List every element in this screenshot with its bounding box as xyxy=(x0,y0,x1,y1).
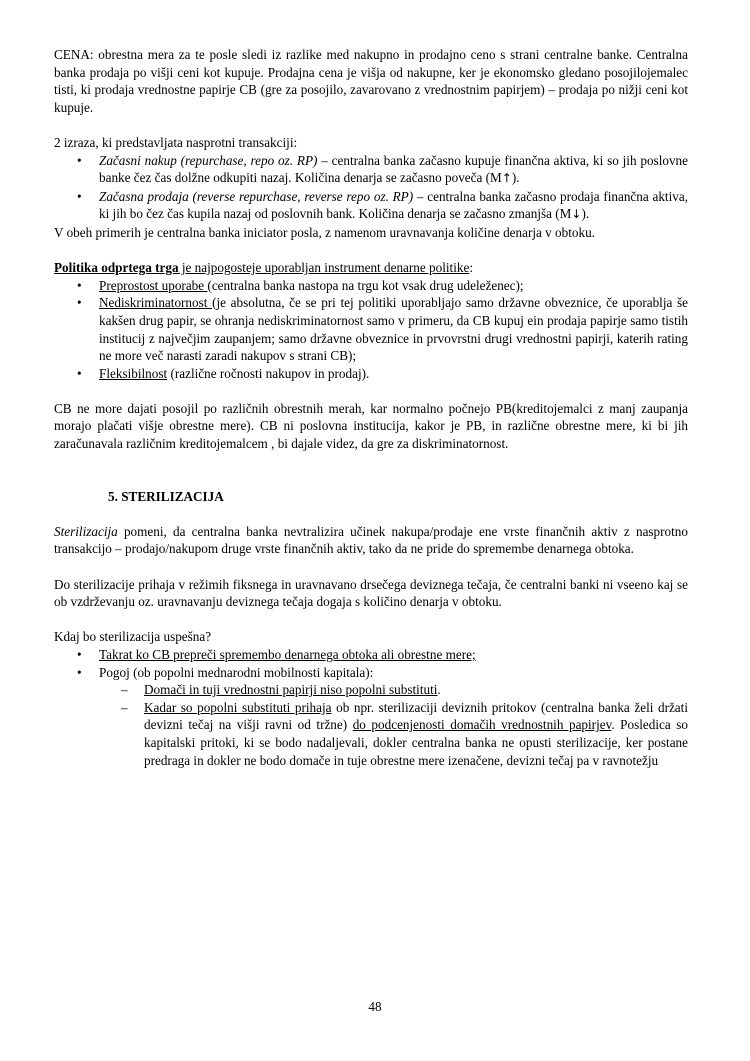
arrow-down-icon: ↓ xyxy=(571,207,582,222)
list-item-repo: • Začasni nakup (repurchase, repo oz. RP) – centralna banka začasno kupuje finančna aktiva, ki so jih poslovne banke čez čas dolžne odkupiti nazaj. Količina denarja se začasno poveča (M↑). xyxy=(77,152,689,186)
politika-list xyxy=(54,277,688,383)
list-item-nediskriminatornost: • Nediskriminatornost (je absolutna, če se pri tej politiki uporabljajo samo državne obveznice, če uporablja še kakšen drug papir, se ohranja nediskriminatornost samo v primeru, da CB kupuj ein prodaja papirje samo tistih institucij z največjim zaupanjem; samo državne obveznice in prvovrstni drugi vrednostni papirji, katerih rating ne more več narasti zaradi nakupov s strani CB); xyxy=(77,295,688,364)
repo-term: Začasni nakup (repurchase, repo oz. RP) xyxy=(99,152,318,168)
list-item-substituti: – Domači in tuji vrednostni papirji niso popolni substituti. xyxy=(121,682,441,698)
reverse-repo-term: Začasna prodaja (reverse repurchase, reverse repo oz. RP) xyxy=(99,188,414,204)
sterilizacija-term: Sterilizacija xyxy=(54,523,118,539)
paragraph-cb-rates: CB ne more dajati posojil po različnih obrestnih merah, kar normalno počnejo PB(kreditojemalci z manj zaupanja morajo plačati višje obrestne mere). CB ni poslovna institucija, kakor je PB, in različne obrestne mere, ki bi jih zaračunavala različnim kreditojemalcem , bi dajale videz, da gre za diskriminatornost. xyxy=(54,400,688,452)
list-item-takrat: • Takrat ko CB prepreči spremembo denarnega obtoka ali obrestne mere; xyxy=(77,647,476,662)
list-item-reverse-repo: • Začasna prodaja (reverse repurchase, reverse repo oz. RP) – centralna banka začasno prodaja finančna aktiva, ki jih bo čez čas kupila nazaj od poslovnih bank. Količina denarja se začasno zmanjša (M↓). xyxy=(77,188,689,222)
list-item-fleksibilnost: • Fleksibilnost (različne ročnosti nakupov in prodaj). xyxy=(77,365,370,381)
bullet-icon: • xyxy=(77,365,82,381)
bullet-icon: • xyxy=(77,188,82,204)
paragraph-cena: CENA: obrestna mera za te posle sledi iz razlike med nakupno in prodajno ceno s strani centralne banke. Centralna banka prodaja po višji ceni kot kupuje. Prodajna cena je višja od nakupne, ker je ekonomsko gledano posojilojemalec tisti, ki prodaja vrednostne papirje CB (gre za posojilo, zavarovano z vrednostnim papirjem) – prodaja po nižji ceni kot kupuje. xyxy=(54,47,688,115)
bullet-icon: • xyxy=(77,647,82,662)
list-item-preprostost: • Preprostost uporabe (centralna banka nastopa na trgu kot vsak drug udeleženec); xyxy=(77,277,524,293)
list-item-kadar: – Kadar so popolni substituti prihaja ob npr. sterilizaciji deviznih pritokov (centralna banka želi držati devizni tečaj na višji ravni od tržne) do podcenjenosti domačih vrednostnih papirjev. Posledica so kapitalski pritoki, ki se bodo nadaljevali, dokler centralna banka ne opusti sterilizacije, ker postane predraga in dokler ne bodo domače in tuje obrestne mere izenačene, devizni tečaj pa v ravnotežju xyxy=(121,699,688,768)
politika-rest: je najpogosteje uporabljan instrument denarne politike xyxy=(178,260,470,276)
repo-list xyxy=(54,152,688,224)
paragraph-fixed-regimes: Do sterilizacije prihaja v režimih fiksnega in uravnavano drsečega deviznega tečaja, če centralni banki ni vseeno kaj se ob vzdrževanju oz. uravnavanju deviznega tečaja dogaja s količino denarja v obtoku. xyxy=(54,576,688,610)
document-page xyxy=(54,46,688,769)
bullet-icon: • xyxy=(77,277,82,293)
paragraph-sterilizacija: Sterilizacija pomeni, da centralna banka nevtralizira učinek nakupa/prodaje ene vrste finančnih aktiv z nasprotno transakcijo – prodajo/nakupom druge vrste finančnih aktiv, tako da ne pride do spremembe denarnega obtoka. xyxy=(54,523,688,557)
politika-title: Politika odprtega trga xyxy=(54,260,179,276)
repo-text: – centralna banka začasno kupuje finančna aktiva, ki so jih poslovne banke čez čas dolžne odkupiti nazaj. Količina denarja se začasno poveča (M xyxy=(99,152,689,186)
nediskriminatornost-term: Nediskriminatornost xyxy=(99,295,213,311)
paragraph-kdaj: Kdaj bo sterilizacija uspešna? xyxy=(54,629,212,645)
fleksibilnost-term: Fleksibilnost xyxy=(99,365,168,381)
list-item-pogoj: • Pogoj (ob popolni mednarodni mobilnosti kapitala): xyxy=(77,664,374,680)
dash-icon: – xyxy=(121,682,128,698)
page-number: 48 xyxy=(368,999,382,1014)
paragraph-politika: Politika odprtega trga je najpogosteje uporabljan instrument denarne politike: xyxy=(54,260,473,276)
arrow-up-icon: ↑ xyxy=(501,171,512,186)
bullet-icon: • xyxy=(77,152,82,168)
preprostost-term: Preprostost uporabe xyxy=(99,277,208,293)
paragraph-both-cases: V obeh primerih je centralna banka iniciator posla, z namenom uravnavanja količine denarja v obtoku. xyxy=(54,224,595,240)
reverse-repo-text: – centralna banka začasno prodaja finančna aktiva, ki jih bo čez čas kupila nazaj od poslovnih bank. Količina denarja se začasno zmanjša (M xyxy=(99,188,689,222)
dash-icon: – xyxy=(121,699,128,715)
kdaj-list xyxy=(54,646,688,681)
bullet-icon: • xyxy=(77,295,82,311)
paragraph-two-expressions: 2 izraza, ki predstavljata nasprotni transakciji: xyxy=(54,134,298,150)
bullet-icon: • xyxy=(77,664,82,680)
pogoj-list xyxy=(54,681,688,769)
section-heading: 5. STERILIZACIJA xyxy=(108,488,224,504)
